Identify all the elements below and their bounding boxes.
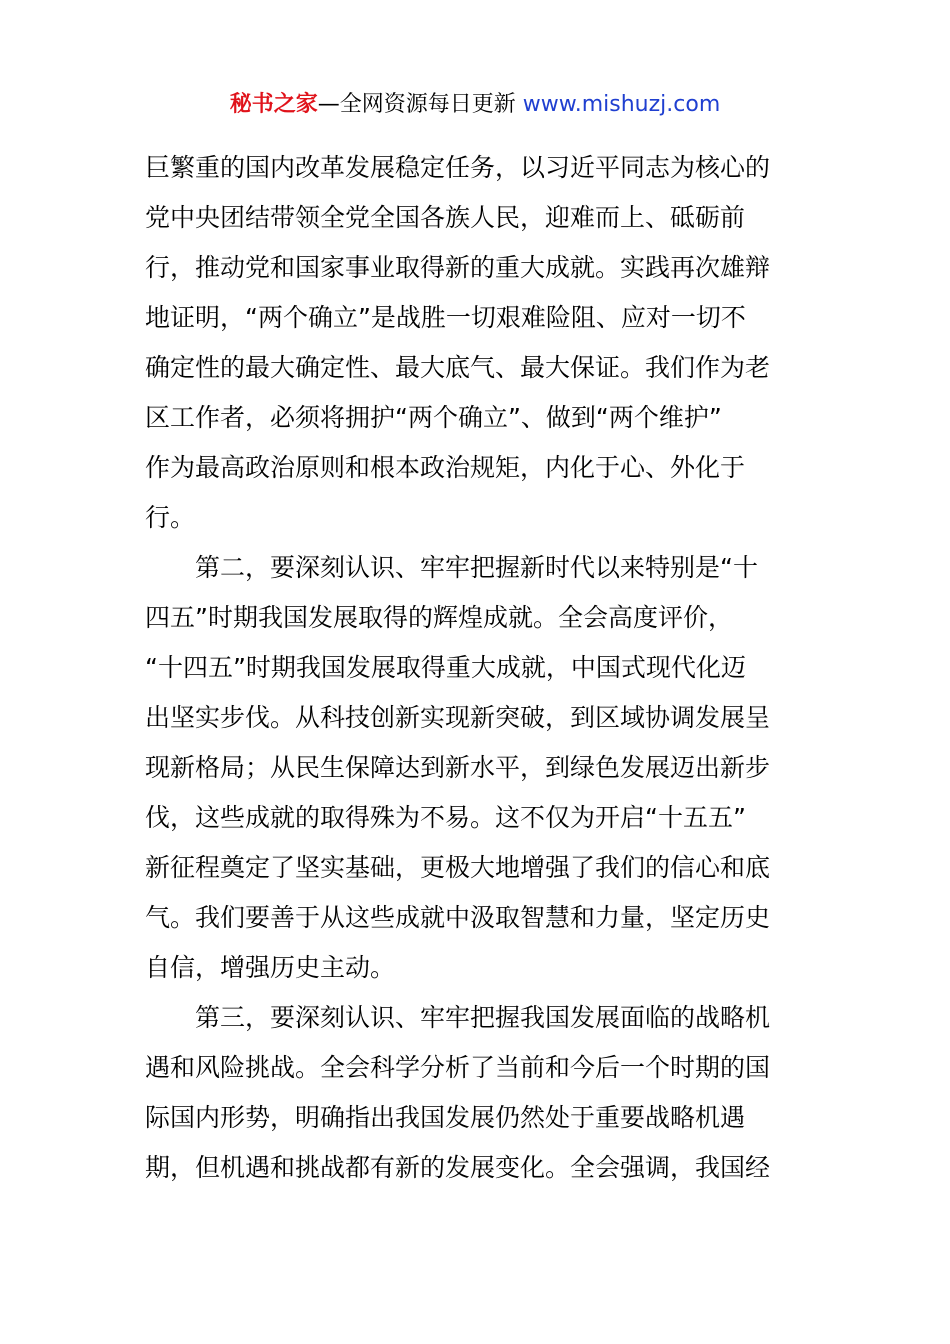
text-line: “十四五”时期我国发展取得重大成就，中国式现代化迈 — [145, 653, 746, 682]
paragraph-start-line: 第三，要深刻认识、牢牢把握我国发展面临的战略机 — [195, 1003, 771, 1032]
text-line: 气。我们要善于从这些成就中汲取智慧和力量，坚定历史 — [145, 903, 771, 932]
text-line: 际国内形势，明确指出我国发展仍然处于重要战略机遇 — [145, 1103, 746, 1132]
text-line: 行，推动党和国家事业取得新的重大成就。实践再次雄辩 — [145, 253, 771, 282]
text-line: 行。 — [145, 503, 196, 532]
text-line: 党中央团结带领全党全国各族人民，迎难而上、砥砺前 — [145, 203, 746, 232]
text-line: 伐，这些成就的取得殊为不易。这不仅为开启“十五五” — [145, 803, 746, 832]
page-header — [0, 88, 950, 122]
site-url: www.mishuzj.com — [522, 92, 721, 117]
text-line: 区工作者，必须将拥护“两个确立”、做到“两个维护” — [145, 403, 722, 432]
text-line: 新征程奠定了坚实基础，更极大地增强了我们的信心和底 — [145, 853, 771, 882]
document-body — [145, 143, 815, 1193]
text-line: 四五”时期我国发展取得的辉煌成就。全会高度评价， — [145, 603, 733, 632]
text-line: 出坚实步伐。从科技创新实现新突破，到区域协调发展呈 — [145, 703, 771, 732]
text-line: 巨繁重的国内改革发展稳定任务，以习近平同志为核心的 — [145, 153, 771, 182]
text-line: 现新格局；从民生保障达到新水平，到绿色发展迈出新步 — [145, 753, 771, 782]
brand-name: 秘书之家 — [229, 92, 318, 117]
header-tagline: —全网资源每日更新 — [317, 92, 523, 117]
text-line: 作为最高政治原则和根本政治规矩，内化于心、外化于 — [145, 453, 746, 482]
text-line: 确定性的最大确定性、最大底气、最大保证。我们作为老 — [145, 353, 771, 382]
text-line: 地证明，“两个确立”是战胜一切艰难险阻、应对一切不 — [145, 303, 746, 332]
text-line: 期，但机遇和挑战都有新的发展变化。全会强调，我国经 — [145, 1153, 771, 1182]
text-line: 遇和风险挑战。全会科学分析了当前和今后一个时期的国 — [145, 1053, 771, 1082]
paragraph-start-line: 第二，要深刻认识、牢牢把握新时代以来特别是“十 — [195, 553, 758, 582]
text-line: 自信，增强历史主动。 — [145, 953, 396, 982]
